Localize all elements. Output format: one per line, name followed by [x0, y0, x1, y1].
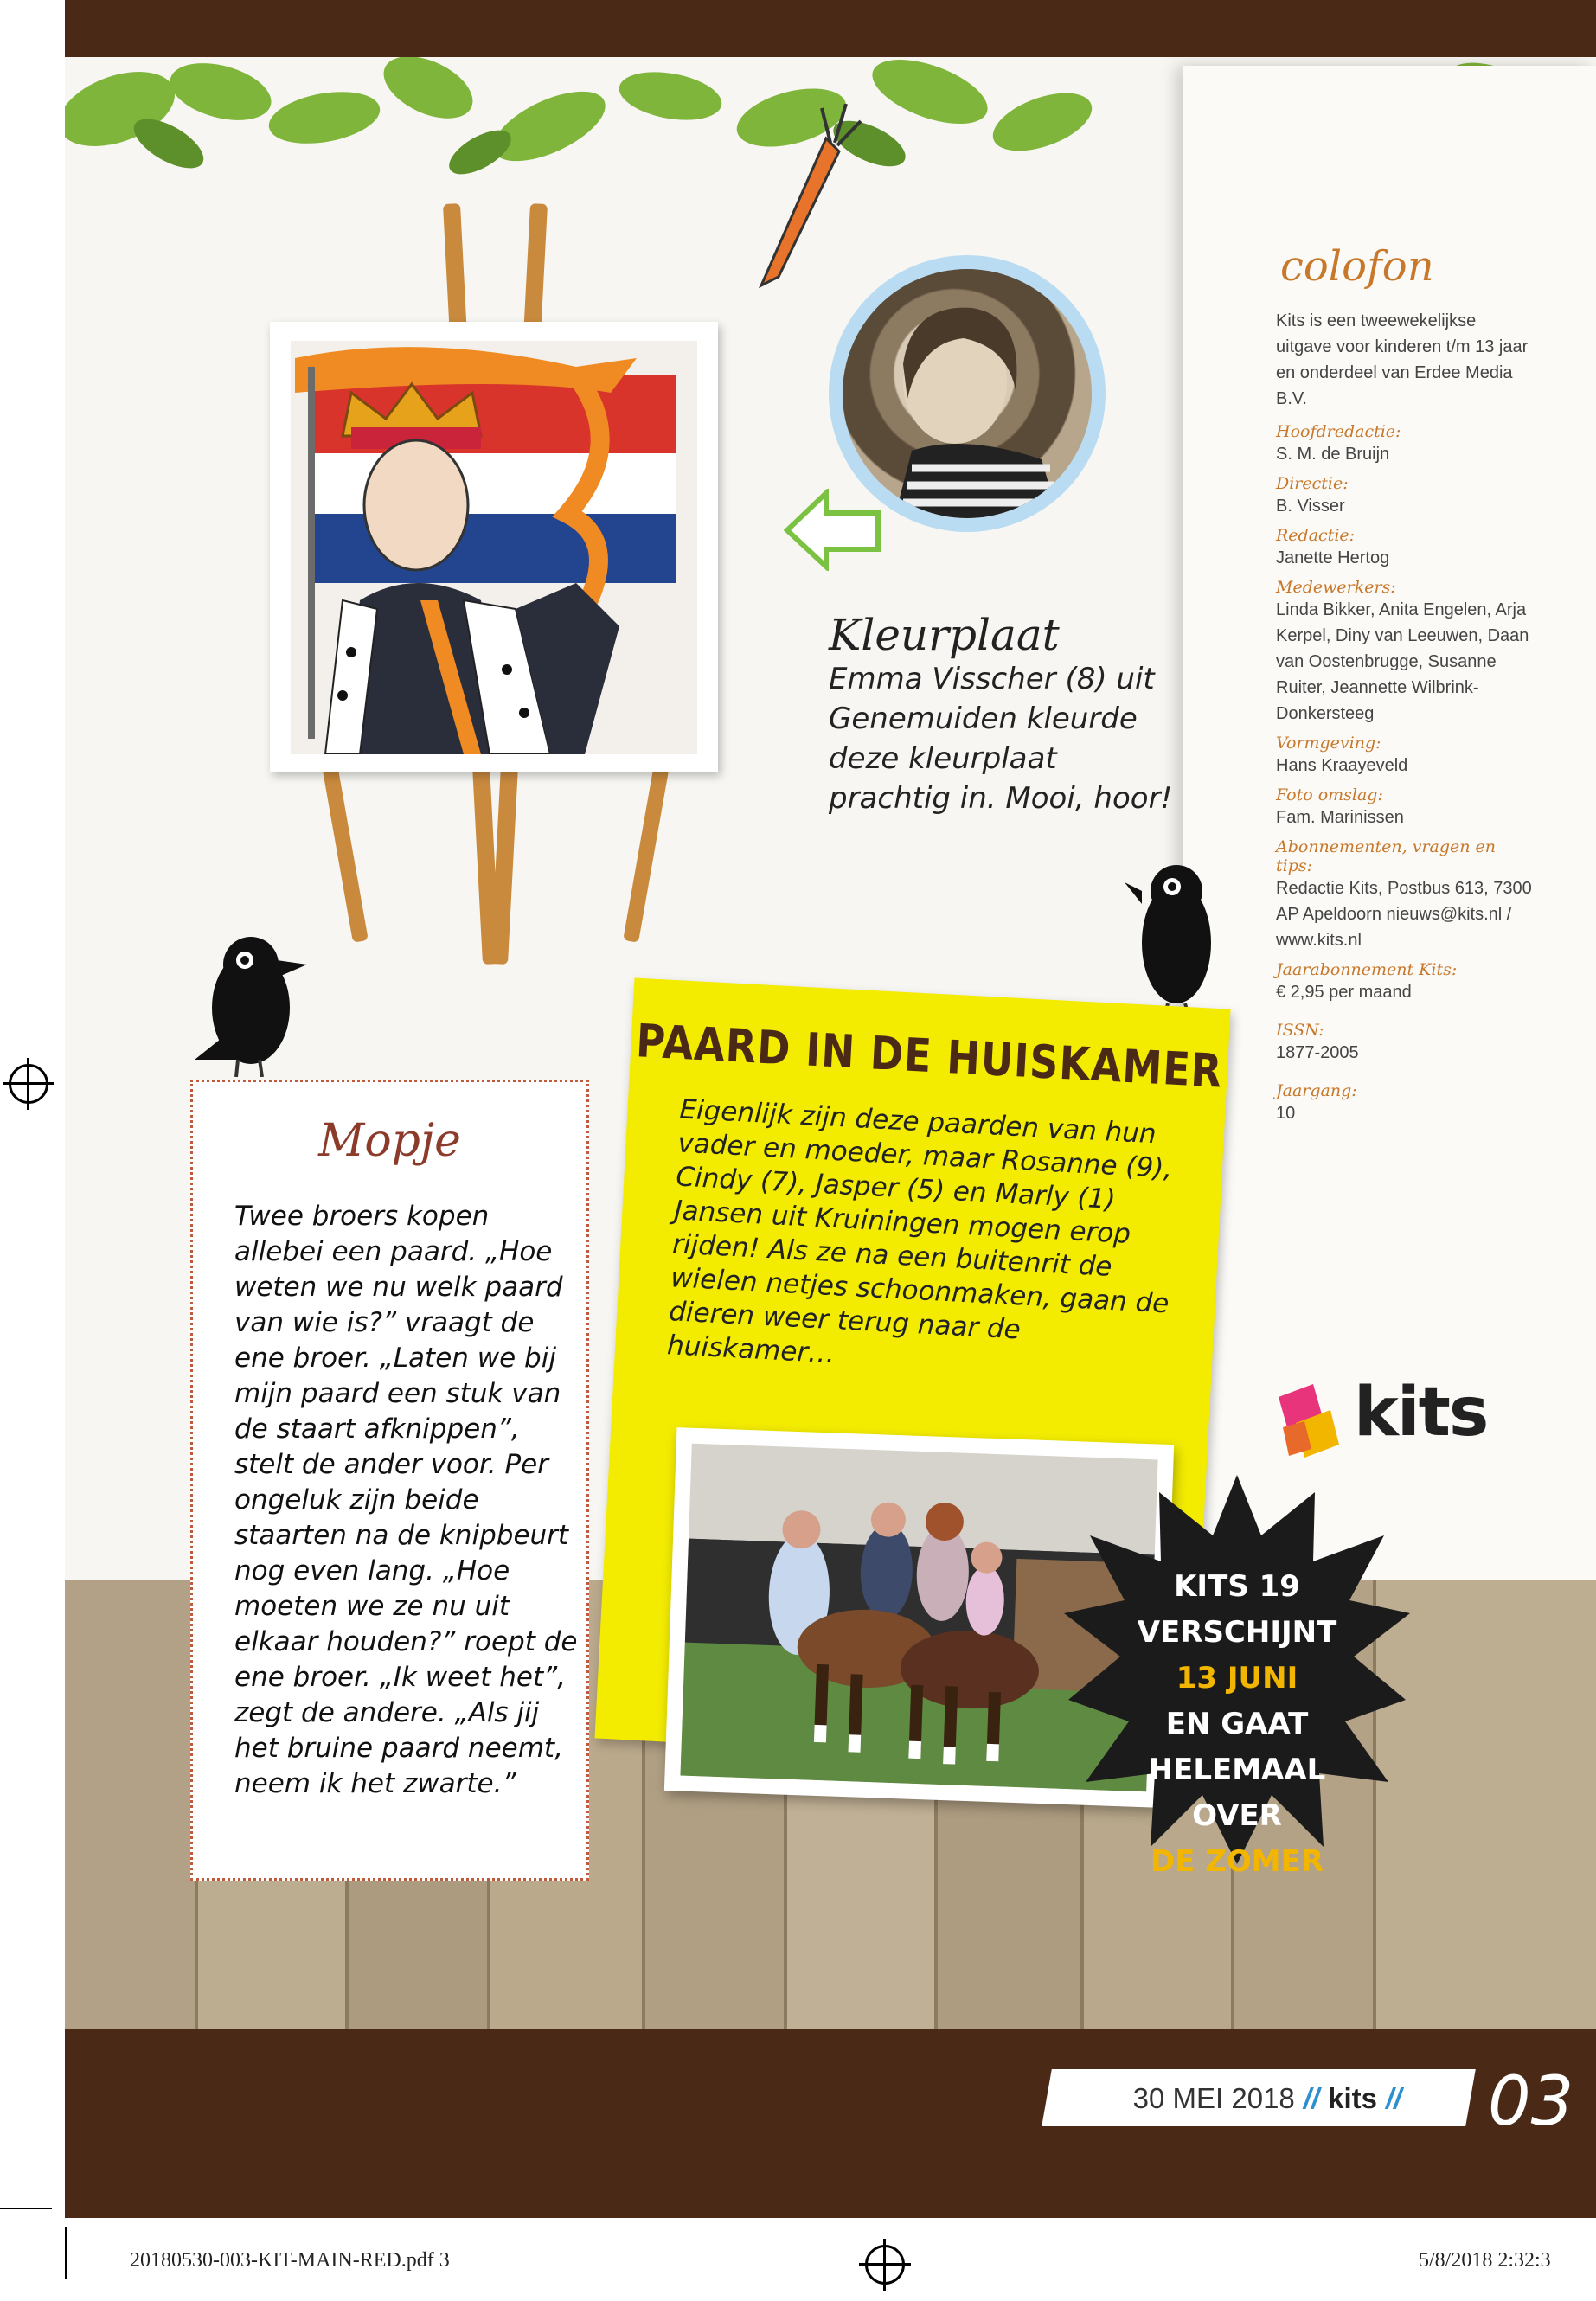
colofon-label: Vormgeving:	[1276, 734, 1381, 753]
announcement-text	[1107, 1564, 1367, 1885]
kleurplaat-caption: Emma Visscher (8) uit Genemuiden kleurde deze kleurplaat prachtig in. Mooi, hoor!	[829, 662, 1173, 816]
announcement-topic: DE ZOMER	[1150, 1844, 1324, 1879]
print-filename: 20180530-003-KIT-MAIN-RED.pdf 3	[130, 2249, 450, 2272]
colofon-entry	[1276, 526, 1535, 571]
announcement-line: HELEMAAL OVER	[1148, 1753, 1326, 1833]
footer-date: 30 MEI 2018	[1132, 2082, 1295, 2114]
footer-separator: //	[1303, 2082, 1320, 2114]
colofon	[1276, 242, 1535, 1126]
colofon-heading: colofon	[1280, 242, 1434, 291]
colofon-value: € 2,95 per maand	[1276, 983, 1412, 1002]
page-number: 03	[1488, 2063, 1574, 2141]
arrow-left-icon	[783, 489, 887, 571]
colofon-value: S. M. de Bruijn	[1276, 445, 1390, 464]
carrot-illustration	[744, 104, 865, 294]
colofon-entry	[1276, 474, 1535, 519]
colofon-entry	[1276, 422, 1535, 467]
colofon-label: Jaarabonnement Kits:	[1276, 960, 1458, 979]
colofon-value: 1877-2005	[1276, 1043, 1359, 1062]
colofon-entry	[1276, 785, 1535, 830]
colofon-entry	[1276, 960, 1535, 1005]
announcement-line: KITS 19	[1174, 1569, 1300, 1604]
colofon-value: B. Visser	[1276, 497, 1345, 516]
colofon-value: Redactie Kits, Postbus 613, 7300 AP Apeldoorn nieuws@kits.nl / www.kits.nl	[1276, 879, 1532, 950]
colofon-value: Linda Bikker, Anita Engelen, Arja Kerpel, Diny van Leeuwen, Daan van Oostenbrugge, Susanne Ruiter, Jeannette Wilbrink-Donkersteeg	[1276, 600, 1529, 723]
registration-mark-icon	[865, 2245, 905, 2285]
announcement-date: 13 JUNI	[1176, 1661, 1298, 1695]
colofon-label: Abonnementen, vragen en tips:	[1276, 837, 1497, 875]
colofon-label: Directie:	[1276, 474, 1349, 493]
colofon-entry	[1276, 837, 1535, 953]
kits-logo-text: kits	[1354, 1374, 1488, 1452]
mopje-title: Mopje	[318, 1115, 461, 1167]
kleurplaat-title: Kleurplaat	[829, 610, 1060, 660]
mopje-text: Twee broers kopen allebei een paard. „Hoe weten we nu welk paard van wie is?” vraagt de ene broer. „Laten we bij mijn paard een stuk van de staart afknippen”, stelt de ander voor. Per ongeluk zijn beide staarten na de knipbeurt nog even lang. „Hoe moeten we ze nu uit elkaar houden?” roept de ene broer. „Ik weet het”, zegt de andere. „Als jij het bruine paard neemt, neem ik het zwarte.”	[234, 1201, 578, 1799]
colofon-label: Medewerkers:	[1276, 578, 1396, 597]
colofon-label: Foto omslag:	[1276, 785, 1383, 804]
colofon-label: Jaargang:	[1276, 1081, 1357, 1100]
colofon-value: 10	[1276, 1104, 1296, 1123]
colofon-label: ISSN:	[1276, 1021, 1324, 1040]
coloring-drawing-frame	[270, 322, 718, 772]
colofon-value: Hans Kraayeveld	[1276, 756, 1408, 775]
print-timestamp: 5/8/2018 2:32:3	[1419, 2249, 1551, 2272]
colofon-intro: Kits is een tweewekelijkse uitgave voor kinderen t/m 13 jaar en onderdeel van Erdee Media B.V.	[1276, 311, 1529, 408]
registration-mark-icon	[9, 1064, 48, 1104]
footer-separator: //	[1386, 2082, 1402, 2114]
announcement-line: EN GAAT	[1165, 1707, 1309, 1741]
crow-right-illustration	[1125, 856, 1237, 1021]
footer-brand: kits	[1328, 2082, 1377, 2114]
paard-text: Eigenlijk zijn deze paarden van hun vader en moeder, maar Rosanne (9), Cindy (7), Jasper (5) en Marly (1) Jansen uit Kruiningen mogen erop rijden! Als ze na een buitenrit de wielen netjes schoonmaken, gaan de dieren weer terug naar de huiskamer…	[666, 1093, 1174, 1370]
colofon-label: Hoofdredactie:	[1276, 422, 1401, 441]
colofon-entry	[1276, 734, 1535, 779]
child-portrait-photo	[843, 269, 1092, 518]
crow-left-illustration	[186, 930, 316, 1077]
crop-mark	[65, 2227, 67, 2279]
colofon-value: Janette Hertog	[1276, 548, 1390, 567]
footer-issue-info	[1068, 2074, 1466, 2123]
colofon-entry	[1276, 1021, 1535, 1066]
coloring-drawing	[291, 341, 697, 754]
colofon-entry	[1276, 1081, 1535, 1126]
top-band	[65, 0, 1596, 57]
colofon-value: Fam. Marinissen	[1276, 808, 1404, 827]
announcement-line: VERSCHIJNT	[1137, 1615, 1337, 1650]
paard-title: PAARD IN DE HUISKAMER	[634, 1013, 1224, 1099]
mopje-box	[190, 1080, 589, 1881]
crop-mark	[0, 2208, 52, 2209]
colofon-entry	[1276, 578, 1535, 727]
colofon-label: Redactie:	[1276, 526, 1356, 545]
